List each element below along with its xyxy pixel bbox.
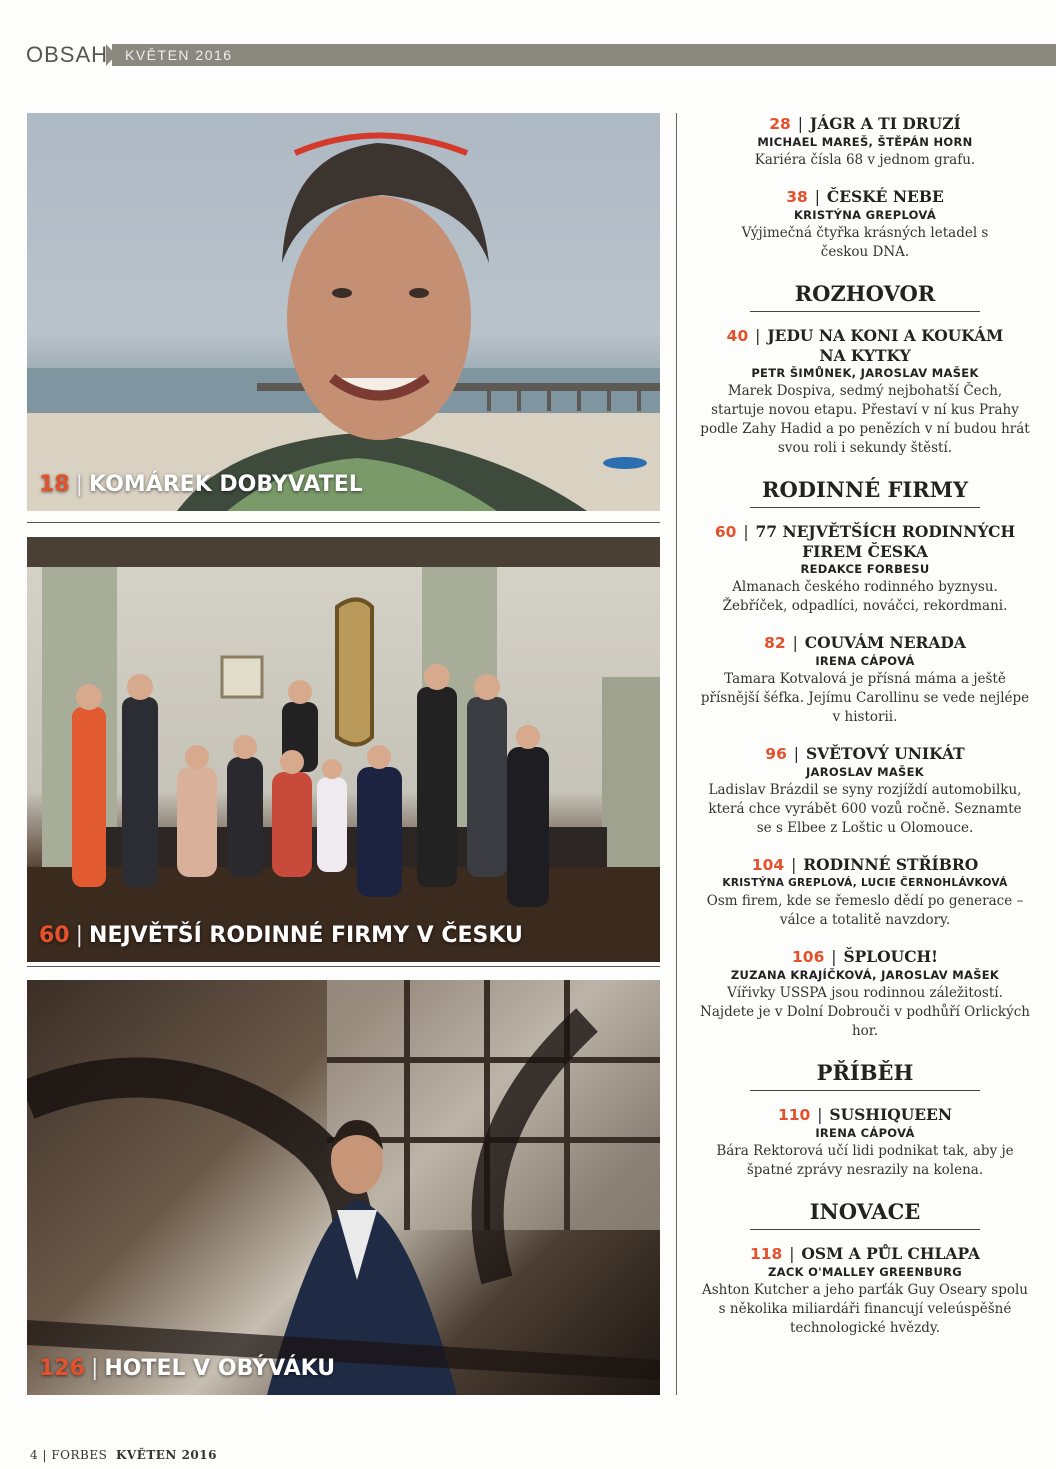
- toc-title-text: OSM A PŮL CHLAPA: [801, 1244, 981, 1263]
- toc-title-text: ČESKÉ NEBE: [826, 187, 944, 206]
- toc-separator: |: [812, 1106, 828, 1124]
- section-title: PŘÍBĚH: [816, 1060, 914, 1085]
- toc-title-text: ŠPLOUCH!: [843, 947, 938, 966]
- toc-entry-title: [700, 187, 1030, 207]
- section-heading-rodinne-firmy: [750, 475, 980, 508]
- issue-label: KVĚTEN 2016: [125, 47, 233, 63]
- toc-author: IRENA CÁPOVÁ: [815, 1126, 915, 1140]
- toc-author: REDAKCE FORBESU: [800, 562, 930, 576]
- page-header: [0, 40, 1056, 68]
- section-rule: [750, 1229, 980, 1230]
- toc-page-number: 118: [749, 1245, 783, 1263]
- photo-family-illustration: [27, 537, 660, 962]
- toc-separator: |: [786, 856, 802, 874]
- photo-komarek-illustration: [27, 113, 660, 511]
- photo-caption: [39, 1356, 335, 1381]
- toc-entry[interactable]: [700, 326, 1030, 458]
- toc-page-number: 106: [792, 948, 825, 966]
- toc-author: ZACK O'MALLEY GREENBURG: [767, 1265, 962, 1279]
- footer-issue: KVĚTEN 2016: [115, 1448, 217, 1462]
- toc-author: ZUZANA KRAJÍČKOVÁ, JAROSLAV MAŠEK: [730, 968, 1000, 982]
- section-rule: [750, 311, 980, 312]
- chevron-right-icon: [106, 44, 116, 66]
- toc-description: Výjimečná čtyřka krásných letadel s českou DNA.: [741, 225, 989, 260]
- section-heading-pribeh: [750, 1058, 980, 1091]
- footer-brand: FORBES: [51, 1448, 108, 1462]
- toc-description: Osm firem, kde se řemeslo dědí po generace – válce a totalitě navzdory.: [706, 893, 1024, 928]
- table-of-contents: [700, 114, 1030, 1355]
- toc-entry[interactable]: [700, 855, 1030, 930]
- section-title: INOVACE: [809, 1199, 921, 1224]
- toc-title-text: SVĚTOVÝ UNIKÁT: [805, 744, 965, 763]
- toc-page-number: 82: [764, 634, 786, 652]
- toc-page-number: 110: [777, 1106, 811, 1124]
- toc-entry-title: [700, 522, 1030, 561]
- toc-entry[interactable]: [700, 1244, 1030, 1338]
- section-title: RODINNÉ FIRMY: [762, 477, 968, 502]
- toc-title-text: JEDU NA KONI A KOUKÁM NA KYTKY: [767, 326, 1004, 365]
- toc-separator: |: [787, 634, 803, 652]
- toc-entry-title: [700, 855, 1030, 875]
- toc-author: KRISTÝNA GREPLOVÁ: [793, 208, 937, 222]
- toc-author: IRENA CÁPOVÁ: [815, 654, 915, 668]
- section-rule: [750, 1090, 980, 1091]
- caption-separator: |: [75, 923, 84, 948]
- toc-entry[interactable]: [700, 522, 1030, 616]
- section-label: OBSAH: [26, 42, 109, 67]
- caption-title: KOMÁREK DOBYVATEL: [89, 472, 363, 497]
- photo-komarek: [27, 113, 660, 511]
- toc-separator: |: [809, 188, 825, 206]
- toc-author: PETR ŠIMŮNEK, JAROSLAV MAŠEK: [751, 366, 979, 380]
- caption-page: 126: [39, 1356, 85, 1381]
- toc-separator: |: [826, 948, 842, 966]
- toc-page-number: 60: [714, 523, 737, 541]
- toc-entry[interactable]: [700, 744, 1030, 838]
- section-title: ROZHOVOR: [794, 281, 936, 306]
- toc-entry-title: [700, 947, 1030, 967]
- toc-page-number: 40: [726, 327, 749, 345]
- caption-separator: |: [75, 472, 84, 497]
- toc-description: Kariéra čísla 68 v jednom grafu.: [754, 152, 976, 168]
- toc-description: Ladislav Brázdil se syny rozjíždí automobilku, která chce vyrábět 600 vozů ročně. Seznamte se s Elbee z Loštic u Olomouce.: [708, 782, 1022, 836]
- toc-separator: |: [784, 1245, 800, 1263]
- photo-divider: [27, 966, 660, 967]
- toc-description: Vířivky USSPA jsou rodinnou záležitostí. Najdete je v Dolní Dobrouči v podhůří Orlických hor.: [700, 985, 1030, 1039]
- photo-divider: [27, 522, 660, 523]
- toc-title-text: COUVÁM NERADA: [804, 633, 966, 652]
- toc-description: Ashton Kutcher a jeho parťák Guy Oseary spolu s několika miliardáři financují veleúspěšné technologické hvězdy.: [701, 1282, 1029, 1336]
- toc-description: Bára Rektorová učí lidi podnikat tak, aby je špatné zprávy nesrazily na kolena.: [716, 1143, 1014, 1178]
- toc-page-number: 96: [765, 745, 787, 763]
- toc-page-number: 38: [786, 188, 808, 206]
- toc-title-text: JÁGR A TI DRUZÍ: [809, 114, 961, 133]
- toc-entry-title: [700, 633, 1030, 653]
- toc-title-text: RODINNÉ STŘÍBRO: [803, 855, 979, 874]
- toc-entry[interactable]: [700, 1105, 1030, 1180]
- toc-entry-title: [700, 326, 1030, 365]
- toc-entry-title: [700, 114, 1030, 134]
- caption-page: 18: [39, 472, 70, 497]
- caption-title: HOTEL V OBÝVÁKU: [104, 1356, 336, 1381]
- toc-description: Marek Dospiva, sedmý nejbohatší Čech, startuje novou etapu. Přestaví v ní kus Prahy podle Zahy Hadid a po penězích v ní budou hrát svou roli i sekundy štěstí.: [700, 383, 1030, 456]
- caption-separator: |: [90, 1356, 99, 1381]
- caption-page: 60: [39, 923, 70, 948]
- toc-entry[interactable]: [700, 187, 1030, 262]
- photo-rodinne-firmy: [27, 537, 660, 962]
- photo-caption: [39, 923, 523, 948]
- toc-entry[interactable]: [700, 633, 1030, 727]
- caption-title: NEJVĚTŠÍ RODINNÉ FIRMY V ČESKU: [89, 923, 523, 948]
- toc-page-number: 104: [751, 856, 785, 874]
- toc-entry[interactable]: [700, 947, 1030, 1041]
- toc-title-text: 77 NEJVĚTŠÍCH RODINNÝCH FIREM ČESKA: [755, 522, 1016, 561]
- page-footer: 4 | FORBES KVĚTEN 2016: [30, 1448, 217, 1462]
- toc-separator: |: [738, 523, 754, 541]
- section-heading-inovace: [750, 1197, 980, 1230]
- toc-author: MICHAEL MAREŠ, ŠTĚPÁN HORN: [757, 135, 973, 149]
- section-heading-rozhovor: [750, 279, 980, 312]
- toc-entry-title: [700, 1244, 1030, 1264]
- toc-description: Tamara Kotvalová je přísná máma a ještě přísnější šéfka. Jejímu Carollinu se vede nejlépe v historii.: [700, 671, 1030, 725]
- toc-entry[interactable]: [700, 114, 1030, 170]
- toc-separator: |: [792, 115, 808, 133]
- toc-description: Almanach českého rodinného byznysu. Žebříček, odpadlíci, nováčci, rekordmani.: [722, 579, 1008, 614]
- footer-page-number: 4: [30, 1448, 39, 1462]
- toc-title-text: SUSHIQUEEN: [829, 1105, 953, 1124]
- section-rule: [750, 507, 980, 508]
- photo-hotel-illustration: [27, 980, 660, 1395]
- toc-entry-title: [700, 1105, 1030, 1125]
- toc-entry-title: [700, 744, 1030, 764]
- toc-separator: |: [788, 745, 804, 763]
- photo-hotel: [27, 980, 660, 1395]
- column-divider: [676, 113, 677, 1395]
- toc-page-number: 28: [769, 115, 791, 133]
- photo-caption: [39, 472, 363, 497]
- toc-author: KRISTÝNA GREPLOVÁ, LUCIE ČERNOHLÁVKOVÁ: [722, 877, 1008, 889]
- toc-separator: |: [750, 327, 766, 345]
- header-bar: [112, 44, 1056, 66]
- toc-author: JAROSLAV MAŠEK: [805, 765, 925, 779]
